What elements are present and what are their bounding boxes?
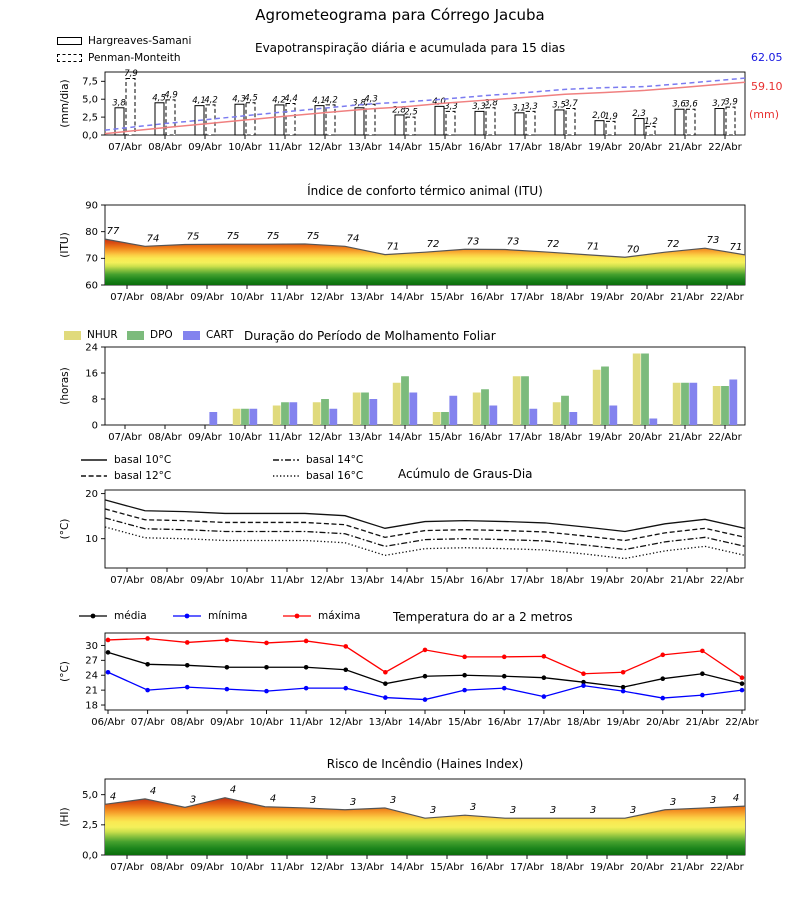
x-tick-label: 22/Abr <box>710 575 744 586</box>
y-tick-label: 5,0 <box>82 94 98 106</box>
page-title: Agrometeograma para Córrego Jacuba <box>255 6 545 24</box>
svg-text:3: 3 <box>469 802 477 814</box>
svg-text:3: 3 <box>549 805 557 817</box>
x-tick-label: 21/Abr <box>668 142 702 153</box>
x-tick-label: 12/Abr <box>310 862 344 873</box>
x-tick-label: 16/Abr <box>487 717 521 728</box>
svg-text:73: 73 <box>706 235 720 247</box>
legend-item-basal16 <box>272 471 363 482</box>
x-tick-label: 16/Abr <box>470 862 504 873</box>
svg-text:3: 3 <box>709 794 717 806</box>
penman-legend-label: Penman-Monteith <box>88 52 181 64</box>
svg-text:4,4: 4,4 <box>284 94 298 104</box>
y-tick-label: 24 <box>85 670 98 682</box>
svg-text:4,1: 4,1 <box>312 96 326 107</box>
degree_days-series-basal-14-c <box>105 518 745 550</box>
x-tick-label: 08/Abr <box>150 575 184 586</box>
legend-item-basal12 <box>80 471 171 482</box>
svg-text:71: 71 <box>729 241 743 253</box>
x-tick-label: 10/Abr <box>249 717 284 728</box>
svg-text:74: 74 <box>346 233 360 245</box>
nhur-swatch <box>64 331 81 340</box>
y-tick-label: 8 <box>91 394 98 406</box>
x-tick-label: 15/Abr <box>430 292 464 303</box>
maxima-legend-label: máxima <box>318 610 361 622</box>
x-tick-label: 18/Abr <box>550 575 584 586</box>
legend-item-media <box>78 611 147 622</box>
legend-item-basal14 <box>272 455 363 466</box>
svg-text:75: 75 <box>186 231 200 243</box>
svg-text:4,3: 4,3 <box>364 94 378 105</box>
minima-swatch <box>172 611 202 621</box>
x-tick-label: 14/Abr <box>408 717 442 728</box>
svg-text:4,3: 4,3 <box>232 94 246 105</box>
x-tick-label: 06/Abr <box>91 717 125 728</box>
svg-text:4: 4 <box>229 784 237 796</box>
y-tick-label: 2,5 <box>82 112 98 124</box>
x-tick-label: 13/Abr <box>368 717 403 728</box>
cart-swatch <box>183 331 200 340</box>
x-tick-label: 11/Abr <box>268 142 302 153</box>
basal14-swatch <box>272 455 300 465</box>
x-tick-label: 10/Abr <box>228 142 262 153</box>
minima-legend-label: mínima <box>208 610 248 622</box>
svg-text:3,7: 3,7 <box>564 99 578 110</box>
svg-text:73: 73 <box>466 236 480 248</box>
x-tick-label: 20/Abr <box>630 862 664 873</box>
y-tick-label: 30 <box>85 640 98 652</box>
svg-text:4: 4 <box>269 793 277 805</box>
penman-total-label: 62.05 <box>751 51 783 64</box>
svg-text:2,3: 2,3 <box>632 109 646 120</box>
x-tick-label: 10/Abr <box>230 862 264 873</box>
svg-text:3,9: 3,9 <box>724 97 738 108</box>
x-tick-label: 07/Abr <box>110 862 144 873</box>
degree_days-ylabel: (°C) <box>59 518 71 540</box>
y-tick-label: 0 <box>91 420 98 432</box>
legend-item-cart <box>183 330 233 341</box>
svg-text:3,1: 3,1 <box>512 103 526 114</box>
svg-text:3,7: 3,7 <box>712 99 726 110</box>
x-tick-label: 08/Abr <box>150 862 184 873</box>
legend-item-basal10 <box>80 455 171 466</box>
x-tick-label: 11/Abr <box>289 717 323 728</box>
basal10-legend-label: basal 10°C <box>114 454 172 466</box>
legend-item-hargreaves <box>57 36 191 47</box>
x-tick-label: 21/Abr <box>668 432 702 443</box>
x-tick-label: 11/Abr <box>268 432 302 443</box>
y-tick-label: 18 <box>85 700 98 712</box>
cart-legend-label: CART <box>206 329 234 341</box>
svg-text:3: 3 <box>629 805 637 817</box>
svg-text:72: 72 <box>546 238 560 250</box>
x-tick-label: 08/Abr <box>148 142 182 153</box>
x-tick-label: 13/Abr <box>348 142 382 153</box>
svg-text:3: 3 <box>589 805 597 817</box>
x-tick-label: 17/Abr <box>508 432 542 443</box>
x-tick-label: 14/Abr <box>390 575 424 586</box>
x-tick-label: 16/Abr <box>468 432 502 443</box>
x-tick-label: 09/Abr <box>190 862 224 873</box>
temperature-series-m-dia <box>106 650 745 689</box>
x-tick-label: 13/Abr <box>350 292 384 303</box>
x-tick-label: 19/Abr <box>588 142 622 153</box>
x-tick-label: 17/Abr <box>510 575 544 586</box>
x-tick-label: 09/Abr <box>188 142 222 153</box>
x-tick-label: 17/Abr <box>527 717 561 728</box>
svg-text:75: 75 <box>306 230 320 242</box>
x-tick-label: 21/Abr <box>670 862 704 873</box>
itu-plot <box>0 196 800 310</box>
x-tick-label: 17/Abr <box>510 862 544 873</box>
x-tick-label: 22/Abr <box>710 862 744 873</box>
hargreaves-total-label: 59.10 <box>751 80 783 93</box>
y-tick-label: 16 <box>85 368 98 380</box>
y-tick-label: 2,5 <box>82 820 98 832</box>
x-tick-label: 08/Abr <box>150 292 184 303</box>
svg-text:3,6: 3,6 <box>684 99 698 110</box>
svg-text:3,8: 3,8 <box>352 98 366 109</box>
accumulated-unit-label: (mm) <box>749 108 780 121</box>
svg-text:3: 3 <box>189 794 197 806</box>
y-tick-label: 0,0 <box>82 130 98 142</box>
svg-text:4,2: 4,2 <box>324 95 338 106</box>
degree_days-series-basal-10-c <box>105 500 745 532</box>
dpo-legend-label: DPO <box>150 329 173 341</box>
x-tick-label: 12/Abr <box>308 432 342 443</box>
x-tick-label: 17/Abr <box>510 292 544 303</box>
svg-text:3,8: 3,8 <box>484 98 498 109</box>
leaf_wetness-plot <box>0 340 800 450</box>
svg-text:3: 3 <box>389 794 397 806</box>
svg-text:3: 3 <box>509 805 517 817</box>
penman-swatch <box>57 54 82 62</box>
y-tick-label: 80 <box>85 227 98 239</box>
x-tick-label: 12/Abr <box>329 717 363 728</box>
x-tick-label: 15/Abr <box>430 862 464 873</box>
x-tick-label: 11/Abr <box>270 292 304 303</box>
basal16-swatch <box>272 471 300 481</box>
legend-item-minima <box>172 611 247 622</box>
x-tick-label: 07/Abr <box>110 292 144 303</box>
svg-text:3: 3 <box>349 796 357 808</box>
svg-text:73: 73 <box>506 236 520 248</box>
x-tick-label: 20/Abr <box>630 575 664 586</box>
x-tick-label: 12/Abr <box>310 292 344 303</box>
svg-text:4: 4 <box>149 785 157 797</box>
x-tick-label: 21/Abr <box>670 575 704 586</box>
svg-text:75: 75 <box>266 231 280 243</box>
x-tick-label: 20/Abr <box>646 717 680 728</box>
svg-text:3,5: 3,5 <box>552 100 566 111</box>
svg-text:2,5: 2,5 <box>404 107 418 118</box>
svg-text:77: 77 <box>106 226 120 238</box>
x-tick-label: 09/Abr <box>190 292 224 303</box>
basal14-legend-label: basal 14°C <box>306 454 364 466</box>
temperature-plot <box>0 625 800 735</box>
x-tick-label: 16/Abr <box>470 292 504 303</box>
svg-text:71: 71 <box>586 241 600 253</box>
x-tick-label: 11/Abr <box>270 862 304 873</box>
leaf-wetness-title: Duração do Período de Molhamento Foliar <box>244 329 496 343</box>
y-tick-label: 0,0 <box>82 850 98 862</box>
x-tick-label: 10/Abr <box>230 575 264 586</box>
evapotranspiration-title: Evapotranspiração diária e acumulada para 15 dias <box>255 41 566 55</box>
svg-text:3,3: 3,3 <box>524 101 538 112</box>
svg-text:75: 75 <box>226 231 240 243</box>
legend-item-penman <box>57 53 181 64</box>
x-tick-label: 15/Abr <box>428 432 462 443</box>
evapotranspiration-plot <box>0 64 800 164</box>
svg-text:3,8: 3,8 <box>112 98 126 109</box>
maxima-swatch <box>282 611 312 621</box>
x-tick-label: 10/Abr <box>230 292 264 303</box>
svg-text:74: 74 <box>146 233 160 245</box>
x-tick-label: 19/Abr <box>590 862 624 873</box>
svg-text:4,9: 4,9 <box>164 90 178 101</box>
svg-text:1,9: 1,9 <box>604 111 618 122</box>
x-tick-label: 15/Abr <box>447 717 482 728</box>
media-legend-label: média <box>114 610 147 622</box>
evapotranspiration-ylabel: (mm/dia) <box>59 79 71 128</box>
y-tick-label: 90 <box>85 200 98 212</box>
basal10-swatch <box>80 455 108 465</box>
svg-text:2,8: 2,8 <box>392 105 406 116</box>
nhur-legend-label: NHUR <box>87 329 118 341</box>
x-tick-label: 07/Abr <box>108 142 142 153</box>
x-tick-label: 14/Abr <box>388 142 422 153</box>
dpo-swatch <box>127 331 144 340</box>
x-tick-label: 13/Abr <box>350 862 384 873</box>
svg-text:3,3: 3,3 <box>472 101 486 112</box>
x-tick-label: 16/Abr <box>468 142 502 153</box>
svg-text:72: 72 <box>426 239 440 251</box>
x-tick-label: 18/Abr <box>548 142 582 153</box>
svg-text:4: 4 <box>732 793 740 805</box>
x-tick-label: 08/Abr <box>148 432 182 443</box>
x-tick-label: 15/Abr <box>430 575 464 586</box>
temperature-series-m-xima <box>106 636 745 680</box>
media-swatch <box>78 611 108 621</box>
x-tick-label: 19/Abr <box>590 292 624 303</box>
x-tick-label: 20/Abr <box>630 292 664 303</box>
svg-text:70: 70 <box>626 244 640 256</box>
x-tick-label: 14/Abr <box>390 292 424 303</box>
svg-text:3,6: 3,6 <box>672 99 686 110</box>
svg-text:4: 4 <box>109 791 117 803</box>
y-tick-label: 70 <box>85 253 98 265</box>
svg-text:4,2: 4,2 <box>272 95 286 106</box>
temperature-title: Temperatura do ar a 2 metros <box>393 610 573 624</box>
x-tick-label: 19/Abr <box>606 717 640 728</box>
basal12-legend-label: basal 12°C <box>114 470 172 482</box>
x-tick-label: 22/Abr <box>725 717 759 728</box>
x-tick-label: 18/Abr <box>550 292 584 303</box>
x-tick-label: 22/Abr <box>710 292 744 303</box>
degree_days-plot <box>0 482 800 594</box>
x-tick-label: 18/Abr <box>566 717 601 728</box>
x-tick-label: 09/Abr <box>190 575 224 586</box>
degree-days-title: Acúmulo de Graus-Dia <box>398 467 533 481</box>
svg-text:4,0: 4,0 <box>432 96 446 107</box>
x-tick-label: 12/Abr <box>308 142 342 153</box>
x-tick-label: 11/Abr <box>270 575 304 586</box>
x-tick-label: 09/Abr <box>210 717 244 728</box>
svg-text:1,2: 1,2 <box>644 116 658 127</box>
svg-text:4,1: 4,1 <box>192 96 206 107</box>
x-tick-label: 19/Abr <box>590 575 624 586</box>
x-tick-label: 07/Abr <box>110 575 144 586</box>
svg-text:72: 72 <box>666 239 680 251</box>
svg-text:3: 3 <box>309 794 317 806</box>
fire_risk-plot <box>0 770 800 882</box>
x-tick-label: 16/Abr <box>470 575 504 586</box>
fire_risk-area-fill <box>105 798 745 855</box>
svg-text:3,3: 3,3 <box>444 101 458 112</box>
x-tick-label: 20/Abr <box>628 432 662 443</box>
x-tick-label: 21/Abr <box>685 717 720 728</box>
x-tick-label: 18/Abr <box>548 432 582 443</box>
legend-item-maxima <box>282 611 360 622</box>
svg-text:3: 3 <box>669 796 677 808</box>
x-tick-label: 14/Abr <box>388 432 422 443</box>
x-tick-label: 22/Abr <box>708 432 742 443</box>
y-tick-label: 27 <box>85 655 98 667</box>
x-tick-label: 07/Abr <box>108 432 142 443</box>
x-tick-label: 22/Abr <box>708 142 742 153</box>
x-tick-label: 13/Abr <box>348 432 382 443</box>
basal12-swatch <box>80 471 108 481</box>
y-tick-label: 10 <box>85 534 98 546</box>
y-tick-label: 5,0 <box>82 790 98 802</box>
svg-text:4,5: 4,5 <box>244 93 258 104</box>
svg-text:2,0: 2,0 <box>592 111 606 122</box>
hargreaves-swatch <box>57 37 82 45</box>
itu-ylabel: (ITU) <box>59 232 71 258</box>
fire_risk-ylabel: (HI) <box>59 807 71 827</box>
y-tick-label: 24 <box>85 342 98 354</box>
legend-item-dpo <box>127 330 173 341</box>
svg-text:3: 3 <box>429 805 437 817</box>
temperature-ylabel: (°C) <box>59 661 71 682</box>
svg-text:71: 71 <box>386 241 400 253</box>
hargreaves-legend-label: Hargreaves-Samani <box>88 35 192 47</box>
x-tick-label: 10/Abr <box>228 432 262 443</box>
svg-text:7,9: 7,9 <box>124 68 138 79</box>
x-tick-label: 15/Abr <box>428 142 462 153</box>
x-tick-label: 08/Abr <box>170 717 204 728</box>
fire-risk-title: Risco de Incêndio (Haines Index) <box>326 757 524 771</box>
x-tick-label: 18/Abr <box>550 862 584 873</box>
svg-text:4,2: 4,2 <box>204 95 218 106</box>
x-tick-label: 14/Abr <box>390 862 424 873</box>
leaf_wetness-ylabel: (horas) <box>59 367 71 405</box>
x-tick-label: 13/Abr <box>350 575 384 586</box>
x-tick-label: 07/Abr <box>130 717 165 728</box>
itu-title: Índice de conforto térmico animal (ITU) <box>307 184 543 198</box>
legend-item-nhur <box>64 330 118 341</box>
basal16-legend-label: basal 16°C <box>306 470 364 482</box>
svg-text:4,5: 4,5 <box>152 93 166 104</box>
x-tick-label: 17/Abr <box>508 142 542 153</box>
x-tick-label: 19/Abr <box>588 432 622 443</box>
x-tick-label: 21/Abr <box>670 292 704 303</box>
degree_days-series-basal-12-c <box>105 509 745 541</box>
x-tick-label: 20/Abr <box>628 142 662 153</box>
y-tick-label: 20 <box>85 489 98 501</box>
x-tick-label: 12/Abr <box>310 575 344 586</box>
y-tick-label: 7,5 <box>82 76 98 88</box>
x-tick-label: 09/Abr <box>188 432 222 443</box>
degree_days-series-basal-16-c <box>105 527 745 559</box>
y-tick-label: 21 <box>85 685 98 697</box>
y-tick-label: 60 <box>85 280 98 292</box>
